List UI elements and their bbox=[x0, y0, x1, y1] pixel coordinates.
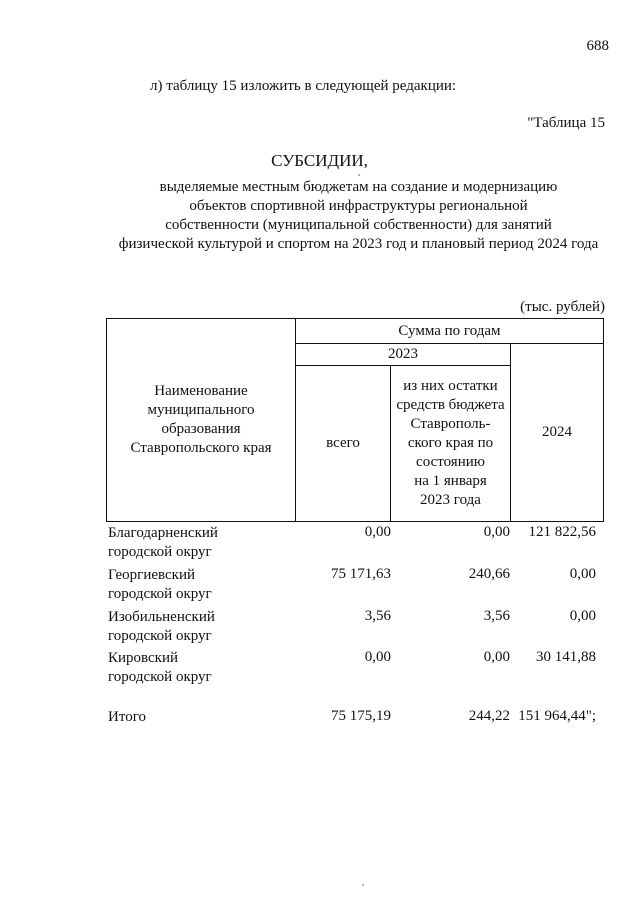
row-name-line: городской округ bbox=[108, 544, 212, 560]
intro-text: л) таблицу 15 изложить в следующей редакции: bbox=[150, 78, 457, 94]
header-name-line: образования bbox=[161, 421, 241, 437]
cell-remainder-2023: 0,00 bbox=[483, 524, 510, 540]
table-row-name bbox=[108, 524, 288, 562]
header-remainder-line: из них остатки bbox=[403, 378, 498, 394]
cell-value-2024: 0,00 bbox=[569, 566, 596, 582]
total-total-2023: 75 175,19 bbox=[331, 708, 391, 724]
table-row-name bbox=[108, 566, 288, 604]
cell-value-2024: 121 822,56 bbox=[528, 524, 596, 540]
units-label: (тыс. рублей) bbox=[520, 299, 605, 315]
header-remainder-line: ского края по bbox=[407, 435, 494, 451]
header-name-line: муниципального bbox=[147, 402, 255, 418]
header-remainder-cell bbox=[391, 366, 510, 521]
cell-remainder-2023: 3,56 bbox=[483, 608, 510, 624]
cell-remainder-2023: 240,66 bbox=[468, 566, 510, 582]
row-name-line: городской округ bbox=[108, 669, 212, 685]
cell-remainder-2023: 0,00 bbox=[483, 649, 510, 665]
total-remainder-2023: 244,22 bbox=[468, 708, 510, 724]
row-name-line: Благодарненский bbox=[108, 525, 218, 541]
cell-value-2024: 0,00 bbox=[569, 608, 596, 624]
scan-speck bbox=[362, 884, 364, 886]
header-total: всего bbox=[326, 435, 360, 451]
table-row-name bbox=[108, 649, 288, 687]
cell-total-2023: 75 171,63 bbox=[331, 566, 391, 582]
header-name-line: Наименование bbox=[154, 383, 248, 399]
row-name-line: городской округ bbox=[108, 628, 212, 644]
row-name-line: Кировский bbox=[108, 650, 179, 666]
cell-value-2024: 30 141,88 bbox=[536, 649, 596, 665]
row-name-line: городской округ bbox=[108, 586, 212, 602]
subtitle-line: выделяемые местным бюджетам на создание и модернизацию bbox=[159, 179, 558, 195]
header-remainder-line: на 1 января bbox=[414, 473, 487, 489]
table-header bbox=[106, 318, 604, 522]
subtitle-line: собственности (муниципальной собственности) для занятий bbox=[165, 217, 552, 233]
subtitle-line: объектов спортивной инфраструктуры региональной bbox=[189, 198, 528, 214]
row-name-line: Георгиевский bbox=[108, 567, 196, 583]
cell-total-2023: 0,00 bbox=[364, 524, 391, 540]
header-remainder-line: состоянию bbox=[416, 454, 485, 470]
header-sum-by-years: Сумма по годам bbox=[398, 322, 501, 339]
header-year-2024: 2024 bbox=[542, 424, 572, 440]
header-remainder-line: средств бюджета bbox=[396, 397, 505, 413]
document-title: СУБСИДИИ, bbox=[271, 151, 368, 170]
header-name-line: Ставропольского края bbox=[130, 440, 272, 456]
total-row-label: Итого bbox=[108, 709, 146, 725]
subtitle-line: физической культурой и спортом на 2023 год и плановый период 2024 года bbox=[118, 236, 599, 252]
table-reference: "Таблица 15 bbox=[527, 115, 605, 131]
row-name-line: Изобильненский bbox=[108, 609, 215, 625]
total-value-2024: 151 964,44"; bbox=[518, 708, 596, 724]
header-remainder-line: 2023 года bbox=[420, 492, 481, 508]
table-row-name bbox=[108, 608, 288, 646]
cell-total-2023: 0,00 bbox=[364, 649, 391, 665]
header-year-2023: 2023 bbox=[388, 346, 418, 362]
cell-total-2023: 3,56 bbox=[364, 608, 391, 624]
scan-speck bbox=[358, 174, 360, 176]
document-subtitle bbox=[100, 178, 617, 254]
header-remainder-line: Ставрополь- bbox=[410, 416, 491, 432]
header-name-cell bbox=[107, 319, 295, 521]
page-number: 688 bbox=[586, 38, 609, 54]
